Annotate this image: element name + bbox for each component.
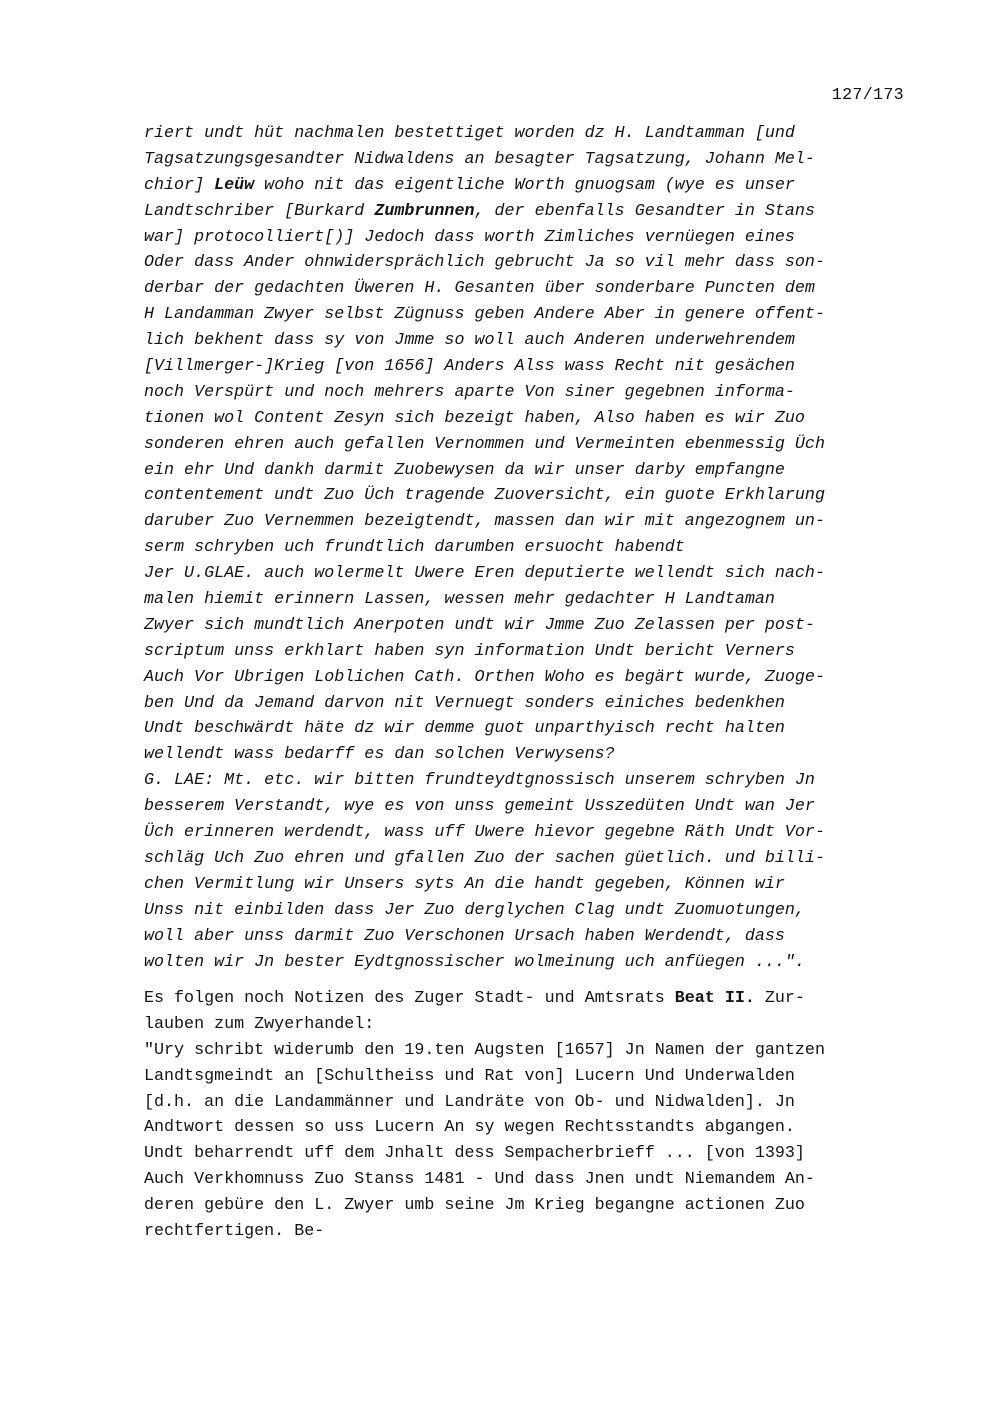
quote-line (144, 328, 924, 354)
text-run: contentement undt Zuo Üch tragende Zuoversicht, ein guote Erkhlarung (144, 486, 825, 506)
bold-name: Zumbrunnen (374, 201, 475, 221)
text-run: lauben zum Zwyerhandel: (144, 1014, 375, 1034)
text-run: sonderen ehren auch gefallen Vernommen und Vermeinten ebenmessig Üch (144, 434, 825, 454)
text-run: woll aber unss darmit Zuo Verschonen Ursach haben Werdendt, dass (144, 926, 785, 946)
text-run: lich bekhent dass sy von Jmme so woll auch Anderen underwehrendem (144, 331, 795, 351)
quote-line (144, 354, 924, 380)
bold-name: Leüw (214, 175, 255, 195)
text-run: Zur- (754, 989, 805, 1008)
notes-line (144, 1193, 924, 1219)
text-run: tionen wol Content Zesyn sich bezeigt haben, Also haben es wir Zuo (144, 408, 805, 428)
quote-line (144, 483, 924, 509)
quote-line (144, 820, 924, 846)
text-run: "Ury schribt widerumb den 19.ten Augsten [1657] Jn Namen der gantzen (144, 1040, 825, 1060)
bold-name: Beat II. (674, 989, 755, 1008)
text-run: Unss nit einbilden dass Jer Zuo derglychen Clag undt Zuomuotungen, (144, 900, 805, 920)
text-run: H Landamman Zwyer selbst Zügnuss geben Andere Aber in genere offent- (144, 305, 825, 325)
notes-line (144, 1064, 924, 1090)
notes-line (144, 1141, 924, 1167)
quote-line (144, 742, 924, 768)
text-run: chen Vermitlung wir Unsers syts An die handt gegeben, Können wir (144, 874, 785, 894)
zurlauben-notes-text (144, 986, 924, 1245)
quote-line (144, 199, 924, 225)
text-run: Zwyer sich mundtlich Anerpoten undt wir Jmme Zuo Zelassen per post- (144, 615, 815, 635)
text-run: chior] (144, 175, 215, 195)
text-run: Üch erinneren werdendt, wass uff Uwere hievor gegebne Räth Undt Vor- (144, 823, 825, 843)
quote-line (144, 872, 924, 898)
quote-line (144, 458, 924, 484)
notes-line (144, 1090, 924, 1116)
text-run: Landtschriber [Burkard (144, 201, 375, 221)
text-run: rechtfertigen. Be- (144, 1222, 325, 1242)
text-run: Tagsatzungsgesandter Nidwaldens an besagter Tagsatzung, Johann Mel- (144, 149, 815, 169)
quote-line (144, 639, 924, 665)
quote-line (144, 250, 924, 276)
text-run: malen hiemit erinnern Lassen, wessen mehr gedachter H Landtaman (144, 590, 775, 610)
quote-line (144, 535, 924, 561)
text-run: Auch Vor Ubrigen Loblichen Cath. Orthen Woho es begärt wurde, Zuoge- (144, 667, 825, 687)
quote-line (144, 147, 924, 173)
text-run: riert undt hüt nachmalen bestettiget worden dz H. Landtamman [und (144, 124, 795, 143)
quote-line (144, 691, 924, 717)
text-run: ben Und da Jemand darvon nit Vernuegt sonders einiches bedenkhen (144, 693, 785, 713)
quote-line (144, 380, 924, 406)
quote-line (144, 665, 924, 691)
text-run: deren gebüre den L. Zwyer umb seine Jm Krieg begangne actionen Zuo (144, 1196, 805, 1216)
quote-line (144, 794, 924, 820)
text-run: ein ehr Und dankh darmit Zuobewysen da wir unser darby empfangne (144, 460, 785, 480)
quote-line (144, 587, 924, 613)
text-run: G. LAE: Mt. etc. wir bitten frundteydtgnossisch unserem schryben Jn (144, 771, 815, 791)
notes-line (144, 1038, 924, 1064)
quote-line (144, 613, 924, 639)
quote-line (144, 561, 924, 587)
notes-line (144, 1167, 924, 1193)
quote-line (144, 225, 924, 251)
notes-line (144, 1219, 924, 1245)
text-run: [Villmerger-]Krieg [von 1656] Anders Alss wass Recht nit gesächen (144, 357, 795, 377)
text-run: Andtwort dessen so uss Lucern An sy wegen Rechtsstandts abgangen. (144, 1118, 795, 1138)
text-run: derbar der gedachten Üweren H. Gesanten über sonderbare Puncten dem (144, 279, 815, 299)
notes-line (144, 986, 924, 1012)
text-run: woho nit das eigentliche Worth gnuogsam (wye es unser (254, 175, 795, 195)
text-run: Undt beharrendt uff dem Jnhalt dess Sempacherbrieff ... [von 1393] (144, 1144, 805, 1164)
text-run: Jer U.GLAE. auch wolermelt Uwere Eren deputierte wellendt sich nach- (144, 564, 825, 584)
text-run: serm schryben uch frundtlich darumben ersuocht habendt (144, 538, 685, 558)
text-run: scriptum unss erkhlart haben syn information Undt bericht Verners (144, 641, 795, 661)
page-number: 127/173 (831, 86, 904, 105)
text-run: Landtsgmeindt an [Schultheiss und Rat von] Lucern Und Underwalden (144, 1066, 795, 1086)
quote-line (144, 768, 924, 794)
text-run: besserem Verstandt, wye es von unss gemeint Usszedüten Undt wan Jer (144, 797, 815, 817)
quote-line (144, 950, 924, 976)
quote-line (144, 302, 924, 328)
text-run: noch Verspürt und noch mehrers aparte Von siner gegebnen informa- (144, 382, 795, 402)
text-run: war] protocolliert[)] Jedoch dass worth Zimliches vernüegen eines (144, 227, 795, 247)
text-run: Undt beschwärdt häte dz wir demme guot unparthyisch recht halten (144, 719, 785, 739)
quote-line (144, 509, 924, 535)
quote-line (144, 432, 924, 458)
quoted-letter-text (144, 121, 924, 975)
text-run: Auch Verkhomnuss Zuo Stanss 1481 - Und dass Jnen undt Niemandem An- (144, 1170, 815, 1190)
text-run: , der ebenfalls Gesandter in Stans (474, 201, 815, 221)
text-run: [d.h. an die Landammänner und Landräte von Ob- und Nidwalden]. Jn (144, 1092, 795, 1112)
text-run: Oder dass Ander ohnwidersprächlich gebrucht Ja so vil mehr dass son- (144, 253, 825, 273)
text-run: daruber Zuo Vernemmen bezeigtendt, massen dan wir mit angezognem un- (144, 512, 825, 532)
quote-line (144, 121, 924, 147)
text-run: wolten wir Jn bester Eydtgnossischer wolmeinung uch anfüegen ...". (144, 952, 805, 972)
quote-line (144, 406, 924, 432)
text-run: wellendt wass bedarff es dan solchen Verwysens? (144, 745, 615, 765)
notes-line (144, 1115, 924, 1141)
quote-line (144, 716, 924, 742)
notes-line (144, 1012, 924, 1038)
quote-line (144, 276, 924, 302)
text-run: schläg Uch Zuo ehren und gfallen Zuo der sachen güetlich. und billi- (144, 848, 825, 868)
quote-line (144, 898, 924, 924)
quote-line (144, 173, 924, 199)
text-run: Es folgen noch Notizen des Zuger Stadt- und Amtsrats (144, 989, 675, 1008)
quote-line (144, 846, 924, 872)
quote-line (144, 924, 924, 950)
